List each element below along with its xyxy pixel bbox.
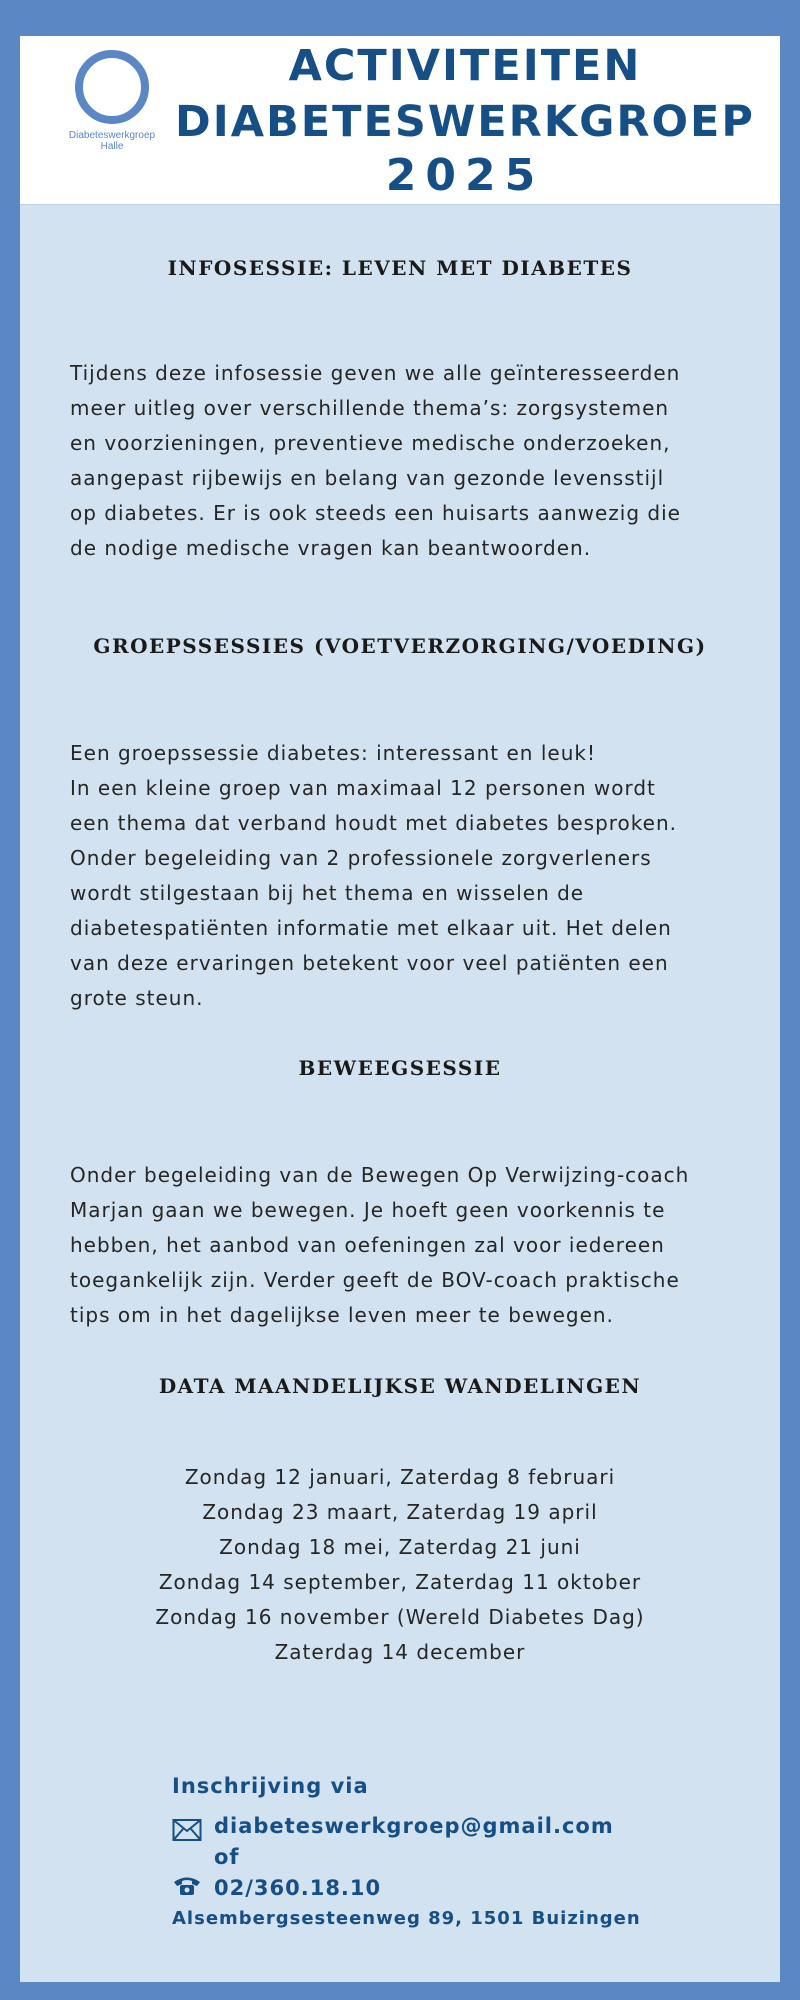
logo-text-line2: Halle xyxy=(100,141,124,152)
date-row: Zondag 12 januari, Zaterdag 8 februari xyxy=(184,1465,616,1489)
groepssessies-line: Onder begeleiding van 2 professionele zorgverleners xyxy=(70,846,652,870)
beweegsessie-line: tips om in het dagelijkse leven meer te bewegen. xyxy=(70,1303,614,1327)
beweegsessie-text xyxy=(70,1158,734,1333)
groepssessies-text xyxy=(70,736,734,1016)
page-title xyxy=(170,38,760,202)
logo-text xyxy=(64,130,160,152)
groepssessies-line: Een groepssessie diabetes: interessant en leuk! xyxy=(70,741,596,765)
wandelingen-dates xyxy=(20,1460,780,1670)
infosessie-line: meer uitleg over verschillende thema’s: zorgsystemen xyxy=(70,396,670,420)
groepssessies-line: grote steun. xyxy=(70,986,204,1010)
infosessie-line: aangepast rijbewijs en belang van gezonde levensstijl xyxy=(70,466,665,490)
infosessie-line: op diabetes. Er is ook steeds een huisarts aanwezig die xyxy=(70,501,681,525)
address: Alsembergsesteenweg 89, 1501 Buizingen xyxy=(172,1908,641,1929)
beweegsessie-line: hebben, het aanbod van oefeningen zal voor iedereen xyxy=(70,1233,665,1257)
or-label: of xyxy=(214,1845,240,1869)
groepssessies-heading: GROEPSSESSIES (VOETVERZORGING/VOEDING) xyxy=(93,634,707,658)
date-row: Zondag 23 maart, Zaterdag 19 april xyxy=(202,1500,598,1524)
beweegsessie-heading: BEWEEGSESSIE xyxy=(298,1056,502,1080)
groepssessies-line: In een kleine groep van maximaal 12 personen wordt xyxy=(70,776,656,800)
logo-text-line1: Diabeteswerkgroep xyxy=(68,130,156,141)
title-line-1: ACTIVITEITEN xyxy=(288,41,642,91)
contact-heading: Inschrijving via xyxy=(172,1774,369,1798)
beweegsessie-line: Onder begeleiding van de Bewegen Op Verwijzing-coach xyxy=(70,1163,690,1187)
infosessie-text xyxy=(70,356,734,566)
groepssessies-line: wordt stilgestaan bij het thema en wisselen de xyxy=(70,881,585,905)
wandelingen-heading: DATA MAANDELIJKSE WANDELINGEN xyxy=(158,1374,642,1398)
date-row: Zaterdag 14 december xyxy=(274,1640,526,1664)
infosessie-heading: INFOSESSIE: LEVEN MET DIABETES xyxy=(167,256,633,280)
groepssessies-line: van deze ervaringen betekent voor veel patiënten een xyxy=(70,951,669,975)
title-year: 2025 xyxy=(385,150,545,201)
telephone-icon xyxy=(172,1874,202,1898)
date-row: Zondag 16 november (Wereld Diabetes Dag) xyxy=(155,1605,645,1629)
date-row: Zondag 18 mei, Zaterdag 21 juni xyxy=(219,1535,581,1559)
beweegsessie-line: Marjan gaan we bewegen. Je hoeft geen voorkennis te xyxy=(70,1198,666,1222)
email-link[interactable]: diabeteswerkgroep@gmail.com xyxy=(214,1814,614,1838)
groepssessies-line: een thema dat verband houdt met diabetes besproken. xyxy=(70,811,677,835)
envelope-icon xyxy=(172,1818,202,1842)
header-banner xyxy=(20,36,780,204)
logo-ring-icon xyxy=(75,50,149,124)
infosessie-line: de nodige medische vragen kan beantwoorden. xyxy=(70,536,592,560)
title-line-2: DIABETESWERKGROEP xyxy=(175,97,755,147)
infosessie-line: en voorzieningen, preventieve medische onderzoeken, xyxy=(70,431,671,455)
date-row: Zondag 14 september, Zaterdag 11 oktober xyxy=(158,1570,642,1594)
groepssessies-line: diabetespatiënten informatie met elkaar uit. Het delen xyxy=(70,916,672,940)
infosessie-line: Tijdens deze infosessie geven we alle geïnteresseerden xyxy=(70,361,681,385)
phone-number[interactable]: 02/360.18.10 xyxy=(214,1876,382,1900)
logo xyxy=(64,50,160,160)
beweegsessie-line: toegankelijk zijn. Verder geeft de BOV-coach praktische xyxy=(70,1268,680,1292)
flyer-sheet xyxy=(20,36,780,1982)
